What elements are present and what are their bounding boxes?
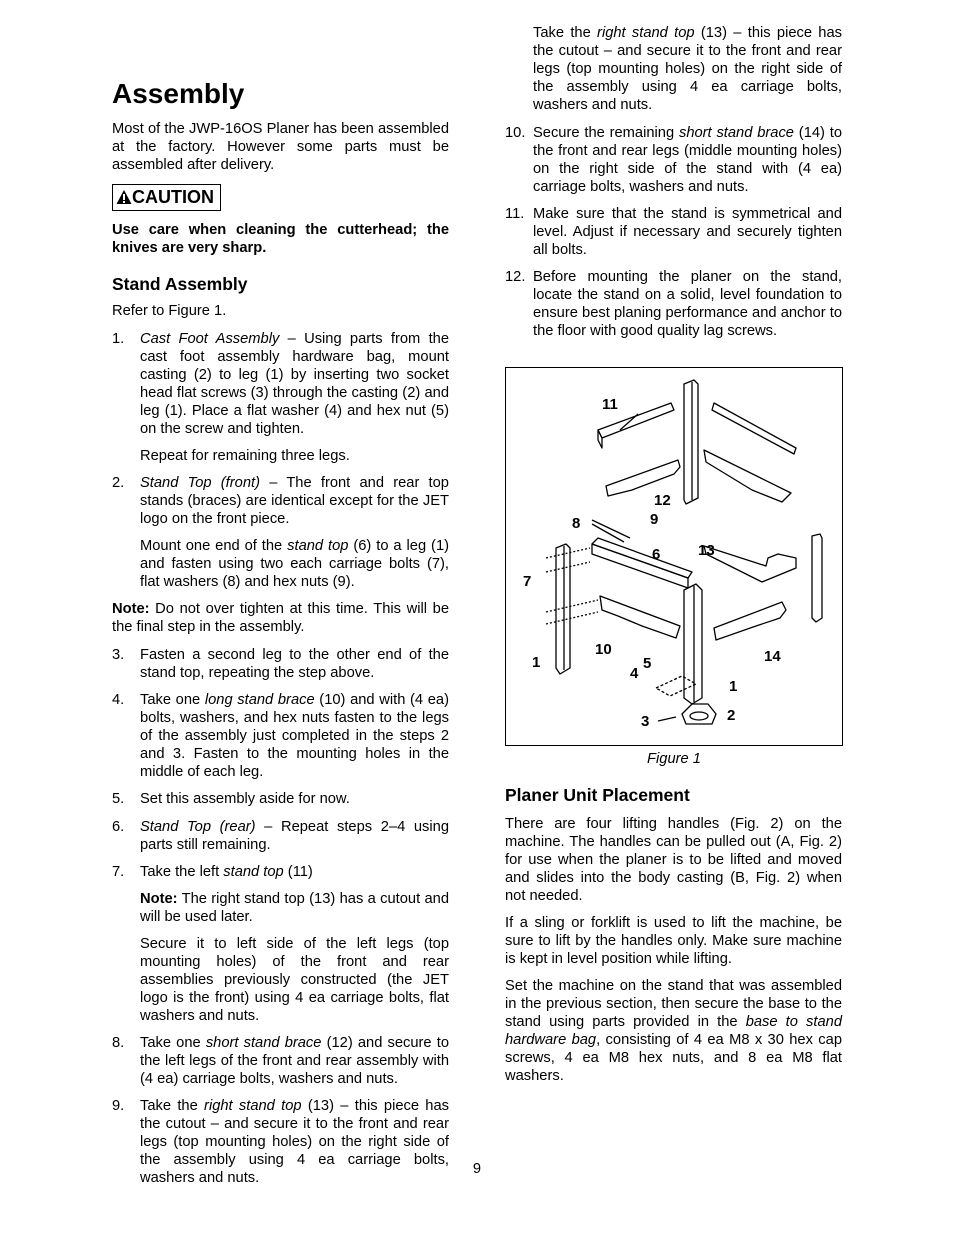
figure-1 (505, 367, 843, 746)
label-6: 6 (652, 546, 661, 563)
label-12: 12 (654, 492, 671, 509)
label-2: 2 (727, 707, 736, 724)
label-10: 10 (595, 641, 612, 658)
label-7: 7 (523, 573, 532, 590)
planer-paragraph-1: There are four lifting handles (Fig. 2) on the machine. The handles can be pulled out (A, Fig. 2) for use when the planer is to be lifted and moved and slides into the body casting (B, Fig. 2) when not needed. (505, 816, 842, 904)
label-13: 13 (698, 542, 715, 559)
step-12: 12. Before mounting the planer on the stand, locate the stand on a solid, level foundation to ensure best planing performance and anchor to the floor with good quality lag screws. (505, 269, 842, 339)
warning-triangle-icon (116, 189, 132, 205)
refer-text: Refer to Figure 1. (112, 303, 227, 319)
step-5: 5. Set this assembly aside for now. (112, 791, 350, 807)
intro-paragraph: Most of the JWP-16OS Planer has been assembled at the factory. However some parts must be assembled after delivery. (112, 121, 449, 173)
label-1-front: 1 (729, 678, 738, 695)
step-11: 11. Make sure that the stand is symmetrical and level. Adjust if necessary and securely tighten all bolts. (505, 206, 842, 258)
label-5: 5 (643, 655, 652, 672)
step-3: 3. Fasten a second leg to the other end of the stand top, repeating the step above. (112, 647, 449, 681)
step-6: 6. Stand Top (rear) – Repeat steps 2–4 using parts still remaining. (112, 819, 449, 853)
planer-paragraph-3: Set the machine on the stand that was assembled in the previous section, then secure the base to the stand using parts provided in the base to stand hardware bag, consisting of 4 ea M8 x 30 hex cap screws, 4 ea M8 hex nuts, and 8 ea M8 flat washers. (505, 978, 842, 1084)
label-11: 11 (602, 396, 618, 413)
note-overtighten: Note: Do not over tighten at this time. This will be the final step in the assembly. (112, 601, 449, 635)
step-10: 10. Secure the remaining short stand brace (14) to the front and rear legs (middle mounting holes) on the right side of the stand with (4 ea) carriage bolts, washers and nuts. (505, 125, 843, 195)
step-1: 1. Cast Foot Assembly – Using parts from the cast foot assembly hardware bag, mount casting (2) to leg (1) by inserting two socket head flat screws (3) through the casting (2) and leg (1). Place a flat washer (4) and hex nut (5) on the screw and tighten. Repeat for remaining three legs. (112, 331, 449, 464)
step-9: 9. Take the right stand top (13) – this piece has the cutout – and secure it to the front and rear legs (top mounting holes) on the right side of the assembly using 4 ea carriage bolts, washers and nuts. (112, 1098, 449, 1186)
label-8: 8 (572, 515, 581, 532)
stand-exploded-diagram (506, 368, 842, 745)
stand-assembly-heading: Stand Assembly (112, 274, 248, 294)
figure-caption: Figure 1 (647, 751, 701, 767)
step-9-continued: Take the right stand top (13) – this piece has the cutout – and secure it to the front and rear legs (top mounting holes) on the right side of the assembly using 4 ea carriage bolts, washers and nuts. (533, 25, 842, 113)
caution-label: CAUTION (112, 184, 221, 211)
caution-text: Use care when cleaning the cutterhead; the knives are very sharp. (112, 222, 449, 256)
step-8: 8. Take one short stand brace (12) and secure to the left legs of the front and rear assembly with (4 ea) carriage bolts, washers and nuts. (112, 1035, 449, 1087)
step-7: 7. Take the left stand top (11) Note: The right stand top (13) has a cutout and will be used later. Secure it to left side of the left legs (top mounting holes) of the front and rear assemblies previously constructed (the JET logo is the front) using 4 ea carriage bolts, flat washers and nuts. (112, 864, 449, 1024)
page-number: 9 (472, 1161, 482, 1177)
label-9: 9 (650, 511, 659, 528)
label-1-left: 1 (532, 654, 541, 671)
page-title: Assembly (112, 78, 245, 109)
step-2: 2. Stand Top (front) – The front and rear top stands (braces) are identical except for the JET logo on the front piece. Mount one end of the stand top (6) to a leg (1) and fasten using two each carriage bolts (7), flat washers (8) and hex nuts (9). (112, 475, 449, 590)
planer-placement-heading: Planer Unit Placement (505, 785, 690, 805)
label-3: 3 (641, 713, 650, 730)
label-14: 14 (764, 648, 781, 665)
planer-paragraph-2: If a sling or forklift is used to lift the machine, be sure to lift by the handles only. Make sure machine is kept in level position while lifting. (505, 915, 842, 967)
label-4: 4 (630, 665, 639, 682)
step-4: 4. Take one long stand brace (10) and with (4 ea) bolts, washers, and hex nuts fasten to the legs of the assembly just completed in the steps 2 and 3. Fasten to the mounting holes in the middle of each leg. (112, 692, 449, 780)
